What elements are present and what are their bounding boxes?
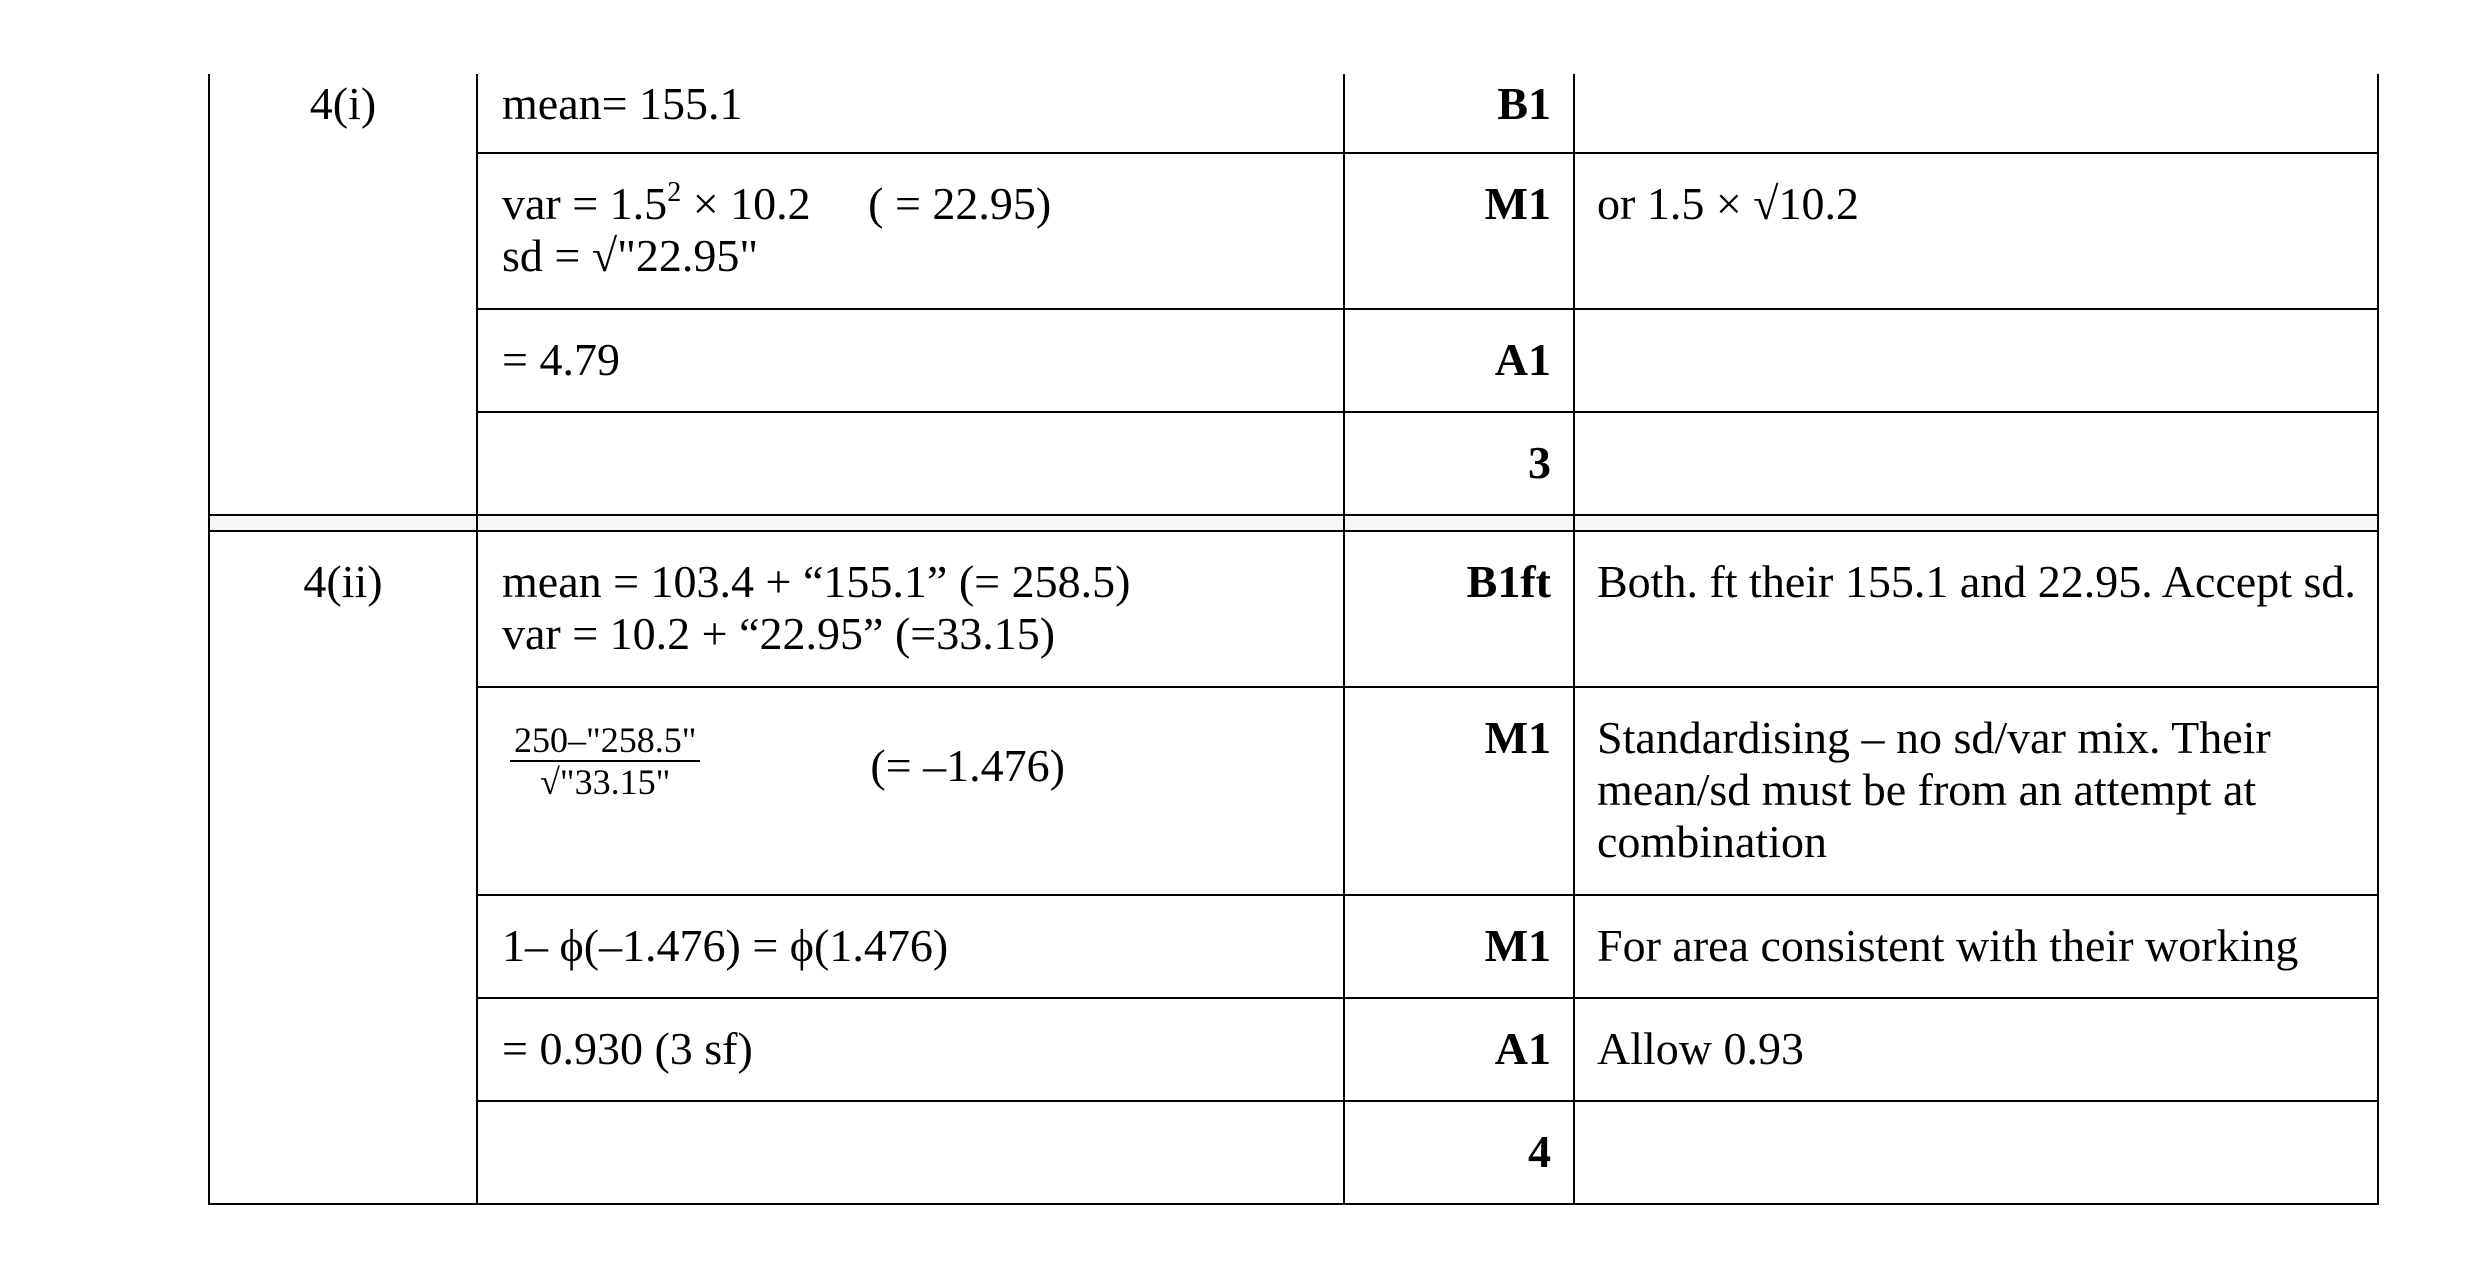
answer-text: = 4.79: [502, 334, 620, 385]
mark-code: M1: [1484, 920, 1551, 971]
question-number-cell: [209, 531, 477, 1204]
section-separator: [209, 515, 2378, 531]
answer-text: var = 1.5: [502, 178, 668, 229]
answer-cell: [477, 998, 1344, 1101]
answer-text: (= –1.476): [870, 740, 1065, 791]
mark-code: M1: [1484, 712, 1551, 763]
table-row: [209, 412, 2378, 515]
answer-text: = 0.930 (3 sf): [502, 1023, 753, 1074]
table-row: [209, 74, 2378, 153]
guidance-text: Allow 0.93: [1597, 1023, 1804, 1074]
guidance-cell: [1574, 412, 2378, 515]
answer-line: sd = √"22.95": [502, 230, 759, 281]
answer-line: [502, 178, 1333, 230]
fraction-denominator: √"33.15": [540, 762, 671, 802]
answer-cell: [477, 309, 1344, 412]
answer-cell: [477, 687, 1344, 895]
guidance-cell: [1574, 1101, 2378, 1204]
table-row: [209, 998, 2378, 1101]
answer-text: 1– ϕ(–1.476) = ϕ(1.476): [502, 920, 949, 971]
answer-cell: [477, 531, 1344, 687]
question-number-cell: [209, 74, 477, 515]
mark-code: A1: [1494, 1023, 1551, 1074]
mark-cell: [1344, 309, 1574, 412]
table-row: [209, 895, 2378, 998]
mark-code: B1ft: [1466, 556, 1551, 607]
mark-cell: [1344, 1101, 1574, 1204]
answer-cell: [477, 153, 1344, 309]
mark-cell: [1344, 153, 1574, 309]
mark-scheme-table: [208, 74, 2379, 1205]
guidance-cell: [1574, 153, 2378, 309]
mark-cell: [1344, 74, 1574, 153]
mark-cell: [1344, 998, 1574, 1101]
guidance-text: or 1.5 × √10.2: [1597, 178, 1860, 229]
table-row: [209, 531, 2378, 687]
answer-cell: [477, 74, 1344, 153]
question-number: 4(i): [309, 78, 377, 129]
guidance-cell: [1574, 687, 2378, 895]
table-row: [209, 1101, 2378, 1204]
answer-line: var = 10.2 + “22.95” (=33.15): [502, 608, 1056, 659]
mark-code: A1: [1494, 334, 1551, 385]
total-marks: 4: [1528, 1126, 1551, 1177]
mark-code: M1: [1484, 178, 1551, 229]
mark-cell: [1344, 531, 1574, 687]
superscript: 2: [667, 177, 682, 208]
mark-cell: [1344, 687, 1574, 895]
fraction: [510, 720, 700, 802]
guidance-text: For area consistent with their working: [1597, 920, 2299, 971]
table-row: [209, 153, 2378, 309]
guidance-cell: [1574, 74, 2378, 153]
question-number: 4(ii): [303, 556, 383, 607]
mark-cell: [1344, 412, 1574, 515]
guidance-cell: [1574, 309, 2378, 412]
guidance-text: Standardising – no sd/var mix. Their mean/sd must be from an attempt at combination: [1597, 712, 2271, 867]
table-row: [209, 687, 2378, 895]
total-marks: 3: [1528, 437, 1551, 488]
mark-cell: [1344, 895, 1574, 998]
mark-code: B1: [1497, 78, 1551, 129]
answer-line: mean = 103.4 + “155.1” (= 258.5): [502, 556, 1131, 607]
table-row: [209, 309, 2378, 412]
fraction-numerator: 250–"258.5": [510, 720, 700, 762]
answer-cell: [477, 895, 1344, 998]
guidance-cell: [1574, 531, 2378, 687]
answer-text: × 10.2 ( = 22.95): [681, 178, 1052, 229]
guidance-text: Both. ft their 155.1 and 22.95. Accept sd.: [1597, 556, 2356, 607]
answer-text: mean= 155.1: [502, 78, 743, 129]
guidance-cell: [1574, 998, 2378, 1101]
answer-cell: [477, 412, 1344, 515]
answer-cell: [477, 1101, 1344, 1204]
guidance-cell: [1574, 895, 2378, 998]
